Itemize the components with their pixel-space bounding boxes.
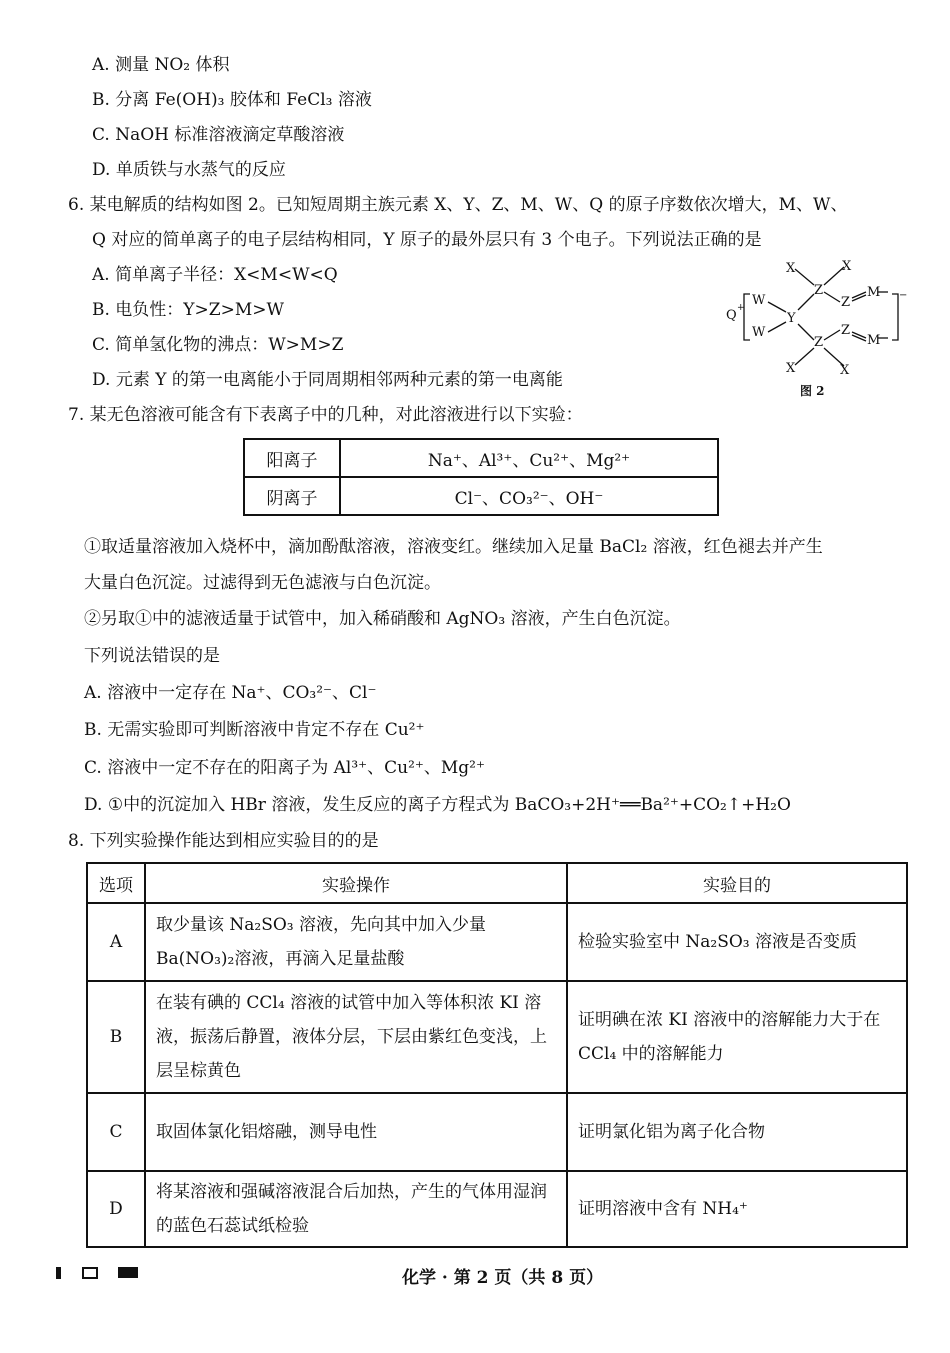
atom-y: Y <box>787 311 796 326</box>
q7-option-c: C. 溶液中一定不存在的阳离子为 Al³⁺、Cu²⁺、Mg²⁺ <box>84 758 485 778</box>
page-footer <box>0 1263 950 1287</box>
row-d-purpose: 证明溶液中含有 NH₄⁺ <box>567 1171 907 1247</box>
registration-mark <box>118 1267 138 1278</box>
q7-option-d: D. ①中的沉淀加入 HBr 溶液，发生反应的离子方程式为 BaCO₃+2H⁺══Ba²⁺+CO₂↑+H₂O <box>84 795 791 815</box>
header-operation: 实验操作 <box>145 863 567 903</box>
q7-stem: 7. 某无色溶液可能含有下表离子中的几种，对此溶液进行以下实验： <box>68 405 583 425</box>
q6-stem-line2: Q 对应的简单离子的电子层结构相同，Y 原子的最外层只有 3 个电子。下列说法正确的是 <box>92 230 762 250</box>
row-c-purpose: 证明氯化铝为离子化合物 <box>567 1093 907 1171</box>
atom-z-4: Z <box>841 323 851 338</box>
atom-x-1: X <box>786 261 796 276</box>
q7-step2: ②另取①中的滤液适量于试管中，加入稀硝酸和 AgNO₃ 溶液，产生白色沉淀。 <box>84 609 681 629</box>
q7-option-a: A. 溶液中一定存在 Na⁺、CO₃²⁻、Cl⁻ <box>84 683 377 703</box>
q5-option-c: C. NaOH 标准溶液滴定草酸溶液 <box>92 125 345 145</box>
atom-x-3: X <box>786 361 796 376</box>
q6-option-a: A. 简单离子半径：X<M<W<Q <box>92 265 338 285</box>
row-a-purpose: 检验实验室中 Na₂SO₃ 溶液是否变质 <box>567 903 907 981</box>
table-row <box>87 903 907 981</box>
row-c-operation: 取固体氯化铝熔融，测导电性 <box>145 1093 567 1171</box>
q6-option-d: D. 元素 Y 的第一电离能小于同周期相邻两种元素的第一电离能 <box>92 370 563 390</box>
q7-option-b: B. 无需实验即可判断溶液中肯定不存在 Cu²⁺ <box>84 720 425 740</box>
atom-x-4: X <box>840 363 850 378</box>
row-a-option: A <box>87 903 145 981</box>
header-purpose: 实验目的 <box>567 863 907 903</box>
header-option: 选项 <box>87 863 145 903</box>
anion-values: Cl⁻、CO₃²⁻、OH⁻ <box>340 477 718 515</box>
q5-option-d: D. 单质铁与水蒸气的反应 <box>92 160 286 180</box>
table-row <box>244 439 718 477</box>
row-a-operation: 取少量该 Na₂SO₃ 溶液，先向其中加入少量 Ba(NO₃)₂溶液，再滴入足量盐酸 <box>145 903 567 981</box>
atom-w-2: W <box>752 325 766 340</box>
figure-2-structure <box>720 252 920 402</box>
atom-m-1: M <box>867 285 881 300</box>
page-number: 化学 · 第 2 页（共 8 页） <box>402 1268 604 1288</box>
q5-option-a: A. 测量 NO₂ 体积 <box>92 55 230 75</box>
figure-caption: 图 2 <box>800 384 825 398</box>
registration-mark <box>56 1267 61 1279</box>
cation-values: Na⁺、Al³⁺、Cu²⁺、Mg²⁺ <box>340 439 718 477</box>
q6-option-b: B. 电负性：Y>Z>M>W <box>92 300 284 320</box>
row-b-operation: 在装有碘的 CCl₄ 溶液的试管中加入等体积浓 KI 溶液，振荡后静置，液体分层，下层由紫红色变浅，上层呈棕黄色 <box>145 981 567 1093</box>
row-d-option: D <box>87 1171 145 1247</box>
ion-table <box>243 438 719 516</box>
table-row <box>244 477 718 515</box>
q5-option-b: B. 分离 Fe(OH)₃ 胶体和 FeCl₃ 溶液 <box>92 90 372 110</box>
cation-label: 阳离子 <box>244 439 340 477</box>
atom-q: Q <box>726 308 737 323</box>
q6-stem-line1: 6. 某电解质的结构如图 2。已知短周期主族元素 X、Y、Z、M、W、Q 的原子序数依次增大，M、W、 <box>68 195 848 215</box>
q6-option-c: C. 简单氢化物的沸点：W>M>Z <box>92 335 344 355</box>
q7-prompt: 下列说法错误的是 <box>84 646 220 666</box>
table-row <box>87 1171 907 1247</box>
row-b-option: B <box>87 981 145 1093</box>
atom-m-2: M <box>867 333 881 348</box>
table-row <box>87 981 907 1093</box>
row-c-option: C <box>87 1093 145 1171</box>
row-b-purpose: 证明碘在浓 KI 溶液中的溶解能力大于在 CCl₄ 中的溶解能力 <box>567 981 907 1093</box>
q7-step1-line1: ①取适量溶液加入烧杯中，滴加酚酞溶液，溶液变红。继续加入足量 BaCl₂ 溶液，红色褪去并产生 <box>84 537 823 557</box>
atom-z-1: Z <box>814 283 824 298</box>
atom-x-2: X <box>842 259 852 274</box>
anion-label: 阴离子 <box>244 477 340 515</box>
table-header-row <box>87 863 907 903</box>
q7-step1-line2: 大量白色沉淀。过滤得到无色滤液与白色沉淀。 <box>84 573 441 593</box>
table-row <box>87 1093 907 1171</box>
q-charge-plus: + <box>737 303 745 313</box>
anion-charge-minus: − <box>899 290 908 301</box>
atom-z-3: Z <box>814 335 824 350</box>
atom-w-1: W <box>752 293 766 308</box>
atom-z-2: Z <box>841 295 851 310</box>
q8-stem: 8. 下列实验操作能达到相应实验目的的是 <box>68 831 379 851</box>
row-d-operation: 将某溶液和强碱溶液混合后加热，产生的气体用湿润的蓝色石蕊试纸检验 <box>145 1171 567 1247</box>
experiment-table <box>86 862 908 1248</box>
registration-mark <box>82 1267 98 1279</box>
